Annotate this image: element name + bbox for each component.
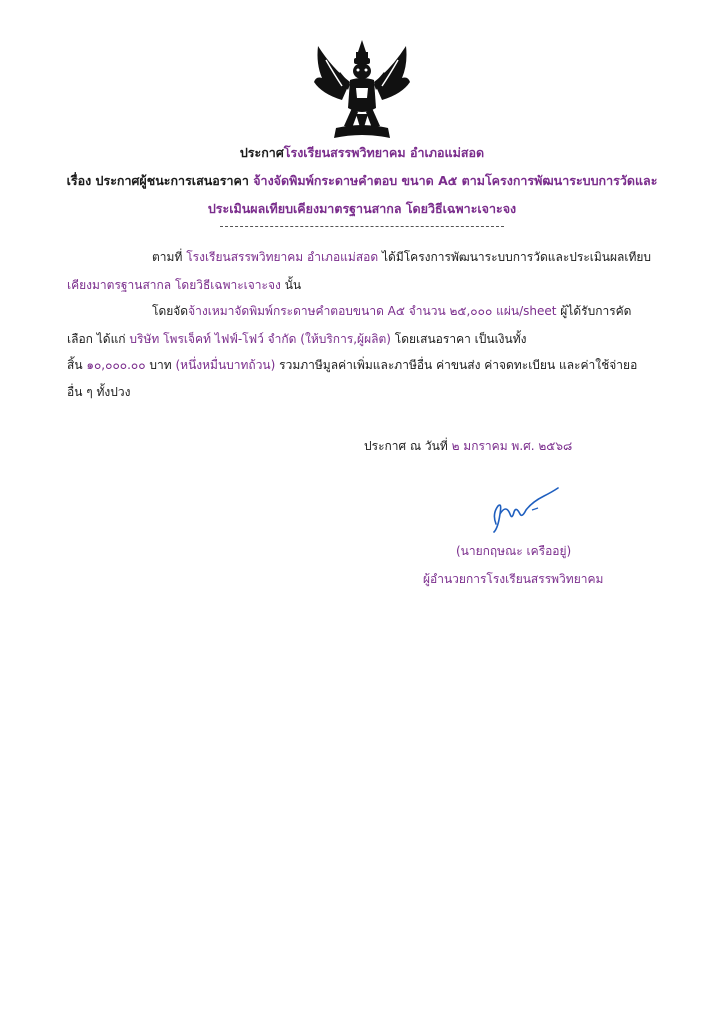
subject-detail: จ้างจัดพิมพ์กระดาษคำตอบ ขนาด A๕ ตามโครงการพัฒนาระบบการวัดและ xyxy=(253,173,658,188)
paragraph-1-line-2 xyxy=(67,276,301,294)
garuda-emblem-icon xyxy=(312,38,412,142)
date-label: ประกาศ ณ วันที่ xyxy=(364,439,448,453)
procurement-item: จ้างเหมาจัดพิมพ์กระดาษคำตอบขนาด A๕ จำนวน ๒๕,๐๐๐ แผ่น/sheet xyxy=(188,304,557,318)
price-in-words: (หนึ่งหมื่นบาทถ้วน) xyxy=(175,358,276,372)
announce-date-line xyxy=(364,437,572,455)
signer-name: (นายกฤษณะ เครืออยู่) xyxy=(456,544,572,558)
text-fragment: โดยจัด xyxy=(152,304,189,318)
price-amount: ๑๐,๐๐๐.๐๐ xyxy=(86,358,146,372)
text-fragment: นั้น xyxy=(280,278,302,292)
subject-line xyxy=(40,172,684,190)
signer-title: ผู้อำนวยการโรงเรียนสรรพวิทยาคม xyxy=(423,572,604,586)
currency-label: บาท xyxy=(149,358,172,372)
paragraph-2-line-4: อื่น ๆ ทั้งปวง xyxy=(67,385,131,399)
school-name-inline: โรงเรียนสรรพวิทยาคม อำเภอแม่สอด xyxy=(186,250,379,264)
text-fragment: เลือก ได้แก่ xyxy=(67,332,126,346)
text-fragment: รวมภาษีมูลค่าเพิ่มและภาษีอื่น ค่าขนส่ง ค่าจดทะเบียน และค่าใช้จ่ายอ xyxy=(279,358,638,372)
text-fragment: ตามที่ xyxy=(152,250,183,264)
text-fragment: โดยเสนอราคา เป็นเงินทั้ง xyxy=(394,332,527,346)
text-fragment: สิ้น xyxy=(67,358,83,372)
announcement-title xyxy=(40,144,684,162)
paragraph-2-line-1 xyxy=(152,302,631,320)
text-fragment: ได้มีโครงการพัฒนาระบบการวัดและประเมินผลเทียบ xyxy=(381,250,652,264)
paragraph-2-line-2 xyxy=(67,330,527,348)
paragraph-2-line-3 xyxy=(67,356,637,374)
subject-line-continued: ประเมินผลเทียบเคียงมาตรฐานสากล โดยวิธีเฉพาะเจาะจง xyxy=(207,201,517,216)
winning-company: บริษัท โพรเจ็คท์ ไฟฟ์-โฟว์ จำกัด (ให้บริการ,ผู้ผลิต) xyxy=(129,332,391,346)
school-name: โรงเรียนสรรพวิทยาคม อำเภอแม่สอด xyxy=(283,145,485,160)
signature-image xyxy=(482,484,560,536)
subject-label: เรื่อง ประกาศผู้ชนะการเสนอราคา xyxy=(66,173,249,188)
announce-date: ๒ มกราคม พ.ศ. ๒๕๖๘ xyxy=(451,439,573,453)
procurement-method: เคียงมาตรฐานสากล โดยวิธีเฉพาะเจาะจง xyxy=(67,278,281,292)
divider xyxy=(220,226,504,227)
title-prefix: ประกาศ xyxy=(239,145,284,160)
text-fragment: ผู้ได้รับการคัด xyxy=(560,304,632,318)
paragraph-1-line-1 xyxy=(152,248,651,266)
